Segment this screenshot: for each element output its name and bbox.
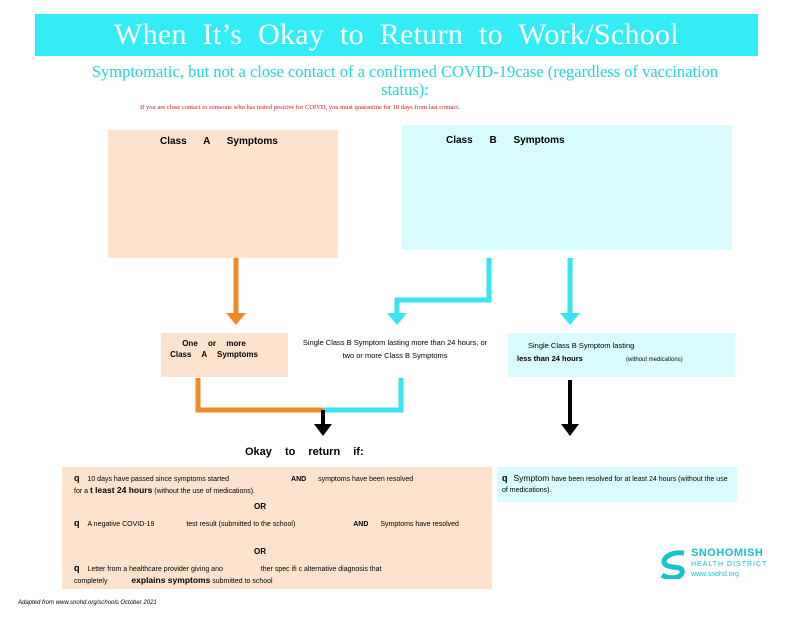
or-2: OR — [254, 547, 266, 556]
item3-completely: completely — [74, 578, 108, 585]
orange-merge-line — [198, 378, 323, 410]
item3-end: submitted to school — [212, 578, 273, 585]
logo-line3: www.snohd.org — [691, 571, 739, 578]
item1-rest: (without the use of medications). — [154, 488, 256, 495]
class-b-long-condition: Single Class B Symptom lasting more than 24 hours, or two or more Class B Symptoms — [302, 338, 488, 360]
class-a-label: Class A Symptoms — [160, 136, 278, 147]
item1-and: AND — [291, 476, 307, 483]
black-arrowhead-right — [561, 424, 579, 436]
footer-source: Adapted from www.snohd.org/schools October 2021 — [18, 600, 157, 606]
cyan-merge-line — [323, 378, 401, 410]
bullet-2: q — [74, 518, 80, 528]
item2-and: AND — [353, 521, 369, 528]
class-b-label: Class B Symptoms — [446, 135, 565, 146]
page-subtitle: Symptomatic, but not a close contact of a confirmed COVID-19case (regardless of vaccination status): — [91, 62, 719, 99]
bullet-3: q — [74, 563, 80, 573]
item2-end: Symptoms have resolved — [380, 521, 459, 528]
item1-start: 10 days have passed since symptoms started — [87, 476, 230, 483]
item2-start: A negative COVID-19 — [87, 521, 155, 528]
class-b-short-main: Single Class B Symptom lasting — [528, 341, 635, 350]
left-criteria-box — [62, 467, 492, 589]
right-bullet: q — [502, 473, 508, 483]
page-title: When It’s Okay to Return to Work/School — [114, 18, 679, 51]
logo-swirl-icon — [658, 549, 688, 579]
snohomish-health-logo — [658, 545, 768, 583]
item2-mid: test result (submitted to the school) — [186, 521, 296, 528]
bullet-1: q — [74, 473, 80, 483]
criteria-item-1 — [74, 473, 484, 497]
class-b-short-hours: less than 24 hours — [517, 354, 583, 363]
black-arrowhead-center — [314, 424, 332, 436]
item3-start: Letter from a healthcare provider giving ano — [87, 566, 223, 573]
quarantine-note: If you are close contact to someone who has tested positive for COIVD, you must quarantine for 10 days from last contact. — [140, 104, 460, 111]
criteria-item-2 — [74, 518, 484, 530]
item3-explains: explains symptoms — [131, 575, 211, 585]
class-a-condition-text: One or more Class A Symptoms — [170, 339, 258, 359]
item1-end: symptoms have been resolved — [318, 476, 414, 483]
cyan-arrowhead-b-short — [560, 313, 580, 325]
logo-line2: HEALTH DISTRICT — [691, 561, 768, 568]
logo-name: SNOHOMISH — [691, 547, 764, 559]
right-rest: have been resolved for at least 24 hours (without the use of medications). — [502, 476, 728, 494]
okay-heading: Okay to return if: — [245, 446, 364, 458]
or-1: OR — [254, 502, 266, 511]
right-symptom: Symptom — [513, 473, 550, 483]
item1-24-hours: t least 24 hours — [89, 485, 153, 495]
item3-mid: ther spec ifi c alternative diagnosis that — [260, 566, 382, 573]
cyan-arrow-b-long — [397, 258, 489, 314]
right-criteria-box — [497, 467, 737, 502]
item1-for: for a — [74, 488, 89, 495]
class-b-short-paren: (without medications) — [626, 357, 683, 363]
cyan-arrowhead-b-long — [387, 313, 407, 325]
right-criteria-text — [502, 473, 732, 496]
criteria-item-3 — [74, 563, 484, 587]
orange-arrowhead-a — [226, 313, 246, 325]
